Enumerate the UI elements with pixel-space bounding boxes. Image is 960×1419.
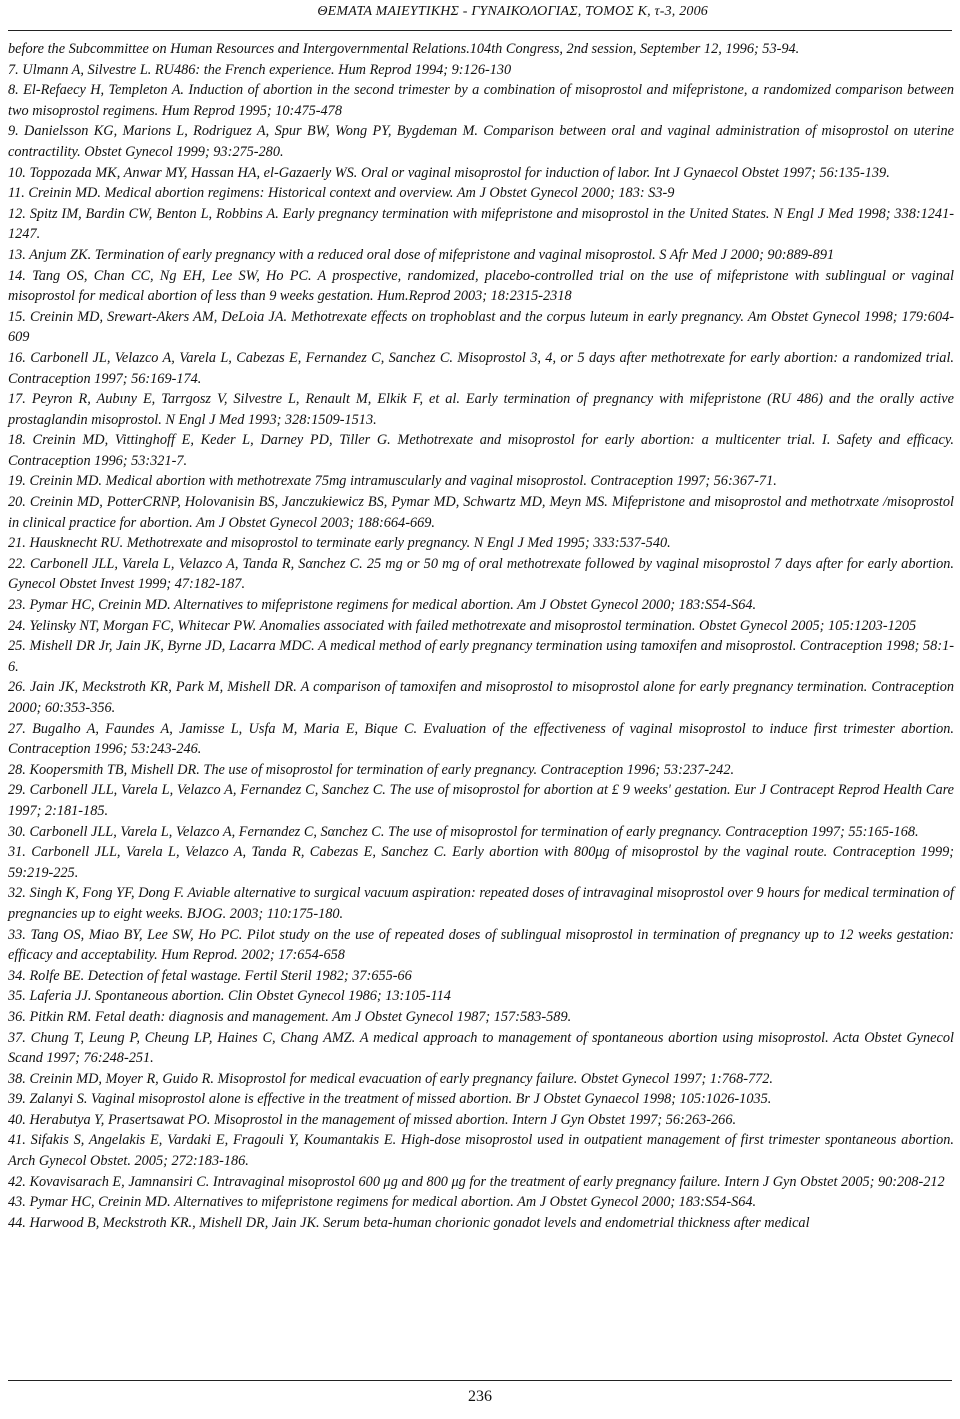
reference-item [8, 163, 954, 184]
reference-item [8, 925, 954, 966]
reference-text: 27. Bugalho A, Faundes A, Jamisse L, Usfa M, Maria E, Bique C. Evaluation of the effectiveness of vaginal misoprostol to induce first trimester abortion. Contraception 1996; 53:243-246. [8, 720, 954, 758]
reference-item [8, 245, 954, 266]
reference-text: 19. Creinin MD. Medical abortion with methotrexate 75mg intramuscularly and vaginal misoprostol. Contraception 1997; 56:367-71. [8, 473, 777, 490]
reference-item [8, 760, 954, 781]
reference-item [8, 204, 954, 245]
running-header: ΘΕΜΑΤΑ ΜΑΙΕΥΤΙΚΗΣ - ΓΥΝΑΙΚΟΛΟΓΙΑΣ, ΤΟΜΟΣ Κ, τ-3, 2006 [317, 4, 708, 19]
reference-item [8, 1089, 954, 1110]
reference-text: 23. Pymar HC, Creinin MD. Alternatives to mifepristone regimens for medical abortion. Am J Obstet Gynecol 2000; 183:S54-S64. [8, 597, 757, 614]
reference-text: 15. Creinin MD, Srewart-Akers AM, DeLoia JA. Methotrexate effects on trophoblast and the corpus luteum in early pregnancy. Am Obstet Gynecol 1998; 179:604-609 [8, 308, 954, 346]
reference-text: 7. Ulmann A, Silvestre L. RU486: the French experience. Hum Reprod 1994; 9:126-130 [8, 61, 512, 78]
reference-item [8, 348, 954, 389]
reference-item [8, 492, 954, 533]
reference-text: 17. Peyron R, Aubιny E, Tarrgosz V, Silvestre L, Renault M, Elkik F, et al. Early termination of pregnancy with mifepristone (RU 486) and the orally active prostaglandin misoprostol. N Engl J Med 1993; 328:1509-1513. [8, 391, 954, 428]
reference-item [8, 266, 954, 307]
reference-text: 33. Tang OS, Miao BY, Lee SW, Ho PC. Pilot study on the use of repeated doses of sublingual misoprostol in termination of pregnancy up to 12 weeks gestation: efficacy and acceptability. Hum Reprod. 2002; 17:654-658 [8, 926, 954, 964]
reference-text: 44. Harwood B, Meckstroth KR., Mishell DR, Jain JK. Serum beta-human chorionic gonadot levels and endometrial thickness after medical [8, 1214, 810, 1231]
reference-item [8, 389, 954, 430]
reference-item [8, 883, 954, 924]
reference-item [8, 1192, 954, 1213]
reference-item [8, 80, 954, 121]
reference-text: 32. Singh K, Fong YF, Dong F. Aviable alternative to surgical vacuum aspiration: repeated doses of intravaginal misoprostol over 9 hours for medical termination of pregnancies up to eight weeks. BJOG. 2003; 110:175-180. [8, 885, 954, 922]
header-rule [8, 30, 952, 31]
reference-item [8, 842, 954, 883]
reference-list [8, 39, 954, 1233]
reference-item [8, 1213, 954, 1234]
footer-rule [8, 1380, 952, 1381]
reference-item [8, 554, 954, 595]
reference-item [8, 822, 954, 843]
reference-text: 38. Creinin MD, Moyer R, Guido R. Misoprostol for medical evacuation of early pregnancy failure. Obstet Gynecol 1997; 1:768-772. [8, 1070, 774, 1087]
reference-text: 8. El-Refaecy H, Templeton A. Induction of abortion in the second trimester by a combination of misoprostol and mifepristone, a randomized comparison between two misoprostol regimens. Hum Reprod 1995; 10:475-478 [8, 82, 954, 119]
reference-item [8, 533, 954, 554]
reference-text: 43. Pymar HC, Creinin MD. Alternatives to mifepristone regimens for medical abortion. Am J Obstet Gynecol 2000; 183:S54-S64. [8, 1194, 757, 1211]
reference-text: 22. Carbonell JLL, Varela L, Velazco A, Tanda R, Sαnchez C. 25 mg or 50 mg of oral methotrexate followed by vaginal misoprostol 7 days after for early abortion. Gynecol Obstet Invest 1999; 47:182-187. [8, 555, 954, 593]
reference-item [8, 1172, 954, 1193]
reference-text: 30. Carbonell JLL, Varela L, Velazco A, Fernαndez C, Sαnchez C. The use of misoprostol for termination of early pregnancy. Contraception 1997; 55:165-168. [8, 823, 919, 840]
reference-item [8, 471, 954, 492]
reference-item [8, 1110, 954, 1131]
reference-item [8, 677, 954, 718]
reference-item [8, 121, 954, 162]
reference-text: 24. Yelinsky NT, Morgan FC, Whitecar PW. Anomalies associated with failed methotrexate and misoprostol termination. Obstet Gynecol 2005; 105:1203-1205 [8, 617, 917, 634]
reference-item [8, 307, 954, 348]
reference-item [8, 966, 954, 987]
reference-item [8, 616, 954, 637]
reference-text: 26. Jain JK, Meckstroth KR, Park M, Mishell DR. A comparison of tamoxifen and misoprostol to misoprostol alone for early pregnancy termination. Contraception 2000; 60:353-356. [8, 679, 954, 716]
reference-text: 11. Creinin MD. Medical abortion regimens: Historical context and overview. Am J Obstet Gynecol 2000; 183: S3-9 [8, 185, 675, 202]
reference-text: before the Subcommittee on Human Resources and Intergovernmental Relations.104th Congress, 2nd session, September 12, 1996; 53-94. [8, 41, 800, 57]
reference-text: 14. Tang OS, Chan CC, Ng EH, Lee SW, Ho PC. A prospective, randomized, placebo-controlled trial on the use of mifepristone with sublingual or vaginal misoprostol for medical abortion of less than 9 weeks gestation. Hum.Reprod 2003; 18:2315-2318 [8, 267, 954, 305]
reference-item [8, 183, 954, 204]
reference-item [8, 1007, 954, 1028]
reference-text: 35. Laferia JJ. Spontaneous abortion. Clin Obstet Gynecol 1986; 13:105-114 [8, 988, 451, 1005]
reference-text: 31. Carbonell JLL, Varela L, Velazco A, Tanda R, Cabezas E, Sanchez C. Early abortion with 800μg of misoprostol by the vaginal route. Contraception 1999; 59:219-225. [8, 844, 954, 881]
reference-text: 40. Herabutya Y, Prasertsawat PO. Misoprostol in the management of missed abortion. Intern J Gyn Obstet 1997; 56:263-266. [8, 1111, 737, 1128]
reference-text: 10. Toppozada MK, Anwar MY, Hassan HA, el-Gazaerly WS. Oral or vaginal misoprostol for induction of labor. Int J Gynaecol Obstet 1997; 56:135-139. [8, 164, 890, 181]
reference-text: 41. Sifakis S, Angelakis E, Vardaki E, Fragouli Y, Koumantakis E. High-dose misoprostol used in outpatient management of first trimester spontaneous abortion. Arch Gynecol Obstet. 2005; 272:183-186. [8, 1132, 954, 1170]
reference-item [8, 430, 954, 471]
reference-text: 13. Anjum ZK. Termination of early pregnancy with a reduced oral dose of mifepristone and vaginal misoprostol. S Afr Med J 2000; 90:889-891 [8, 246, 835, 263]
reference-text: 21. Hausknecht RU. Methotrexate and misoprostol to terminate early pregnancy. N Engl J Med 1995; 333:537-540. [8, 535, 671, 552]
reference-item [8, 986, 954, 1007]
page-number: 236 [468, 1388, 492, 1405]
reference-text: 29. Carbonell JLL, Varela L, Velazco A, Fernandez C, Sanchez C. The use of misoprostol for abortion at £ 9 weeks' gestation. Eur J Contracept Reprod Health Care 1997; 2:181-185. [8, 782, 954, 819]
reference-text: 9. Danielsson KG, Marions L, Rodriguez A, Spur BW, Wong PY, Bygdeman M. Comparison between oral and vaginal administration of misoprostol on uterine contractility. Obstet Gynecol 1999; 93:275-280. [8, 123, 954, 160]
reference-text: 28. Koopersmith TB, Mishell DR. The use of misoprostol for termination of early pregnancy. Contraception 1996; 53:237-242. [8, 761, 735, 778]
reference-text: 12. Spitz IM, Bardin CW, Benton L, Robbins A. Early pregnancy termination with mifepristone and misoprostol in the United States. N Engl J Med 1998; 338:1241-1247. [8, 205, 954, 243]
reference-item [8, 1069, 954, 1090]
reference-text: 42. Kovavisarach E, Jamnansiri C. Intravaginal misoprostol 600 μg and 800 μg for the treatment of early pregnancy failure. Intern J Gyn Obstet 2005; 90:208-212 [8, 1173, 945, 1190]
reference-text: 25. Mishell DR Jr, Jain JK, Byrne JD, Lacarra MDC. A medical method of early pregnancy termination using tamoxifen and misoprostol. Contraception 1998; 58:1-6. [8, 638, 954, 675]
reference-item [8, 1130, 954, 1171]
reference-item [8, 719, 954, 760]
reference-item [8, 39, 954, 60]
reference-item [8, 636, 954, 677]
reference-item [8, 780, 954, 821]
reference-text: 16. Carbonell JL, Velazco A, Varela L, Cabezas E, Fernandez C, Sanchez C. Misoprostol 3, 4, or 5 days after methotrexate for early abortion: a randomized trial. Contraception 1997; 56:169-174. [8, 349, 954, 387]
reference-item [8, 60, 954, 81]
reference-text: 20. Creinin MD, PotterCRNP, Holovanisin BS, Janczukiewicz BS, Pymar MD, Schwartz MD, Meyn MS. Mifepristone and misoprostol and methotrxate /misoprostol in clinical practice for abortion. Am J Obstet Gynecol 2003; 188:664-669. [8, 494, 954, 531]
reference-text: 39. Zalanyi S. Vaginal misoprostol alone is effective in the treatment of missed abortion. Br J Obstet Gynaecol 1998; 105:1026-1035. [8, 1091, 772, 1108]
reference-text: 34. Rolfe BE. Detection of fetal wastage. Fertil Steril 1982; 37:655-66 [8, 967, 412, 984]
reference-item [8, 595, 954, 616]
reference-text: 18. Creinin MD, Vittinghoff E, Keder L, Darney PD, Tiller G. Methotrexate and misoprostol for early abortion: a multicenter trial. I. Safety and efficacy. Contraception 1996; 53:321-7. [8, 432, 954, 469]
reference-text: 37. Chung T, Leung P, Cheung LP, Haines C, Chang AMZ. A medical approach to management of spontaneous abortion using misoprostol. Acta Obstet Gynecol Scand 1997; 76:248-251. [8, 1029, 954, 1067]
reference-item [8, 1028, 954, 1069]
reference-text: 36. Pitkin RM. Fetal death: diagnosis and management. Am J Obstet Gynecol 1987; 157:583-589. [8, 1008, 572, 1025]
